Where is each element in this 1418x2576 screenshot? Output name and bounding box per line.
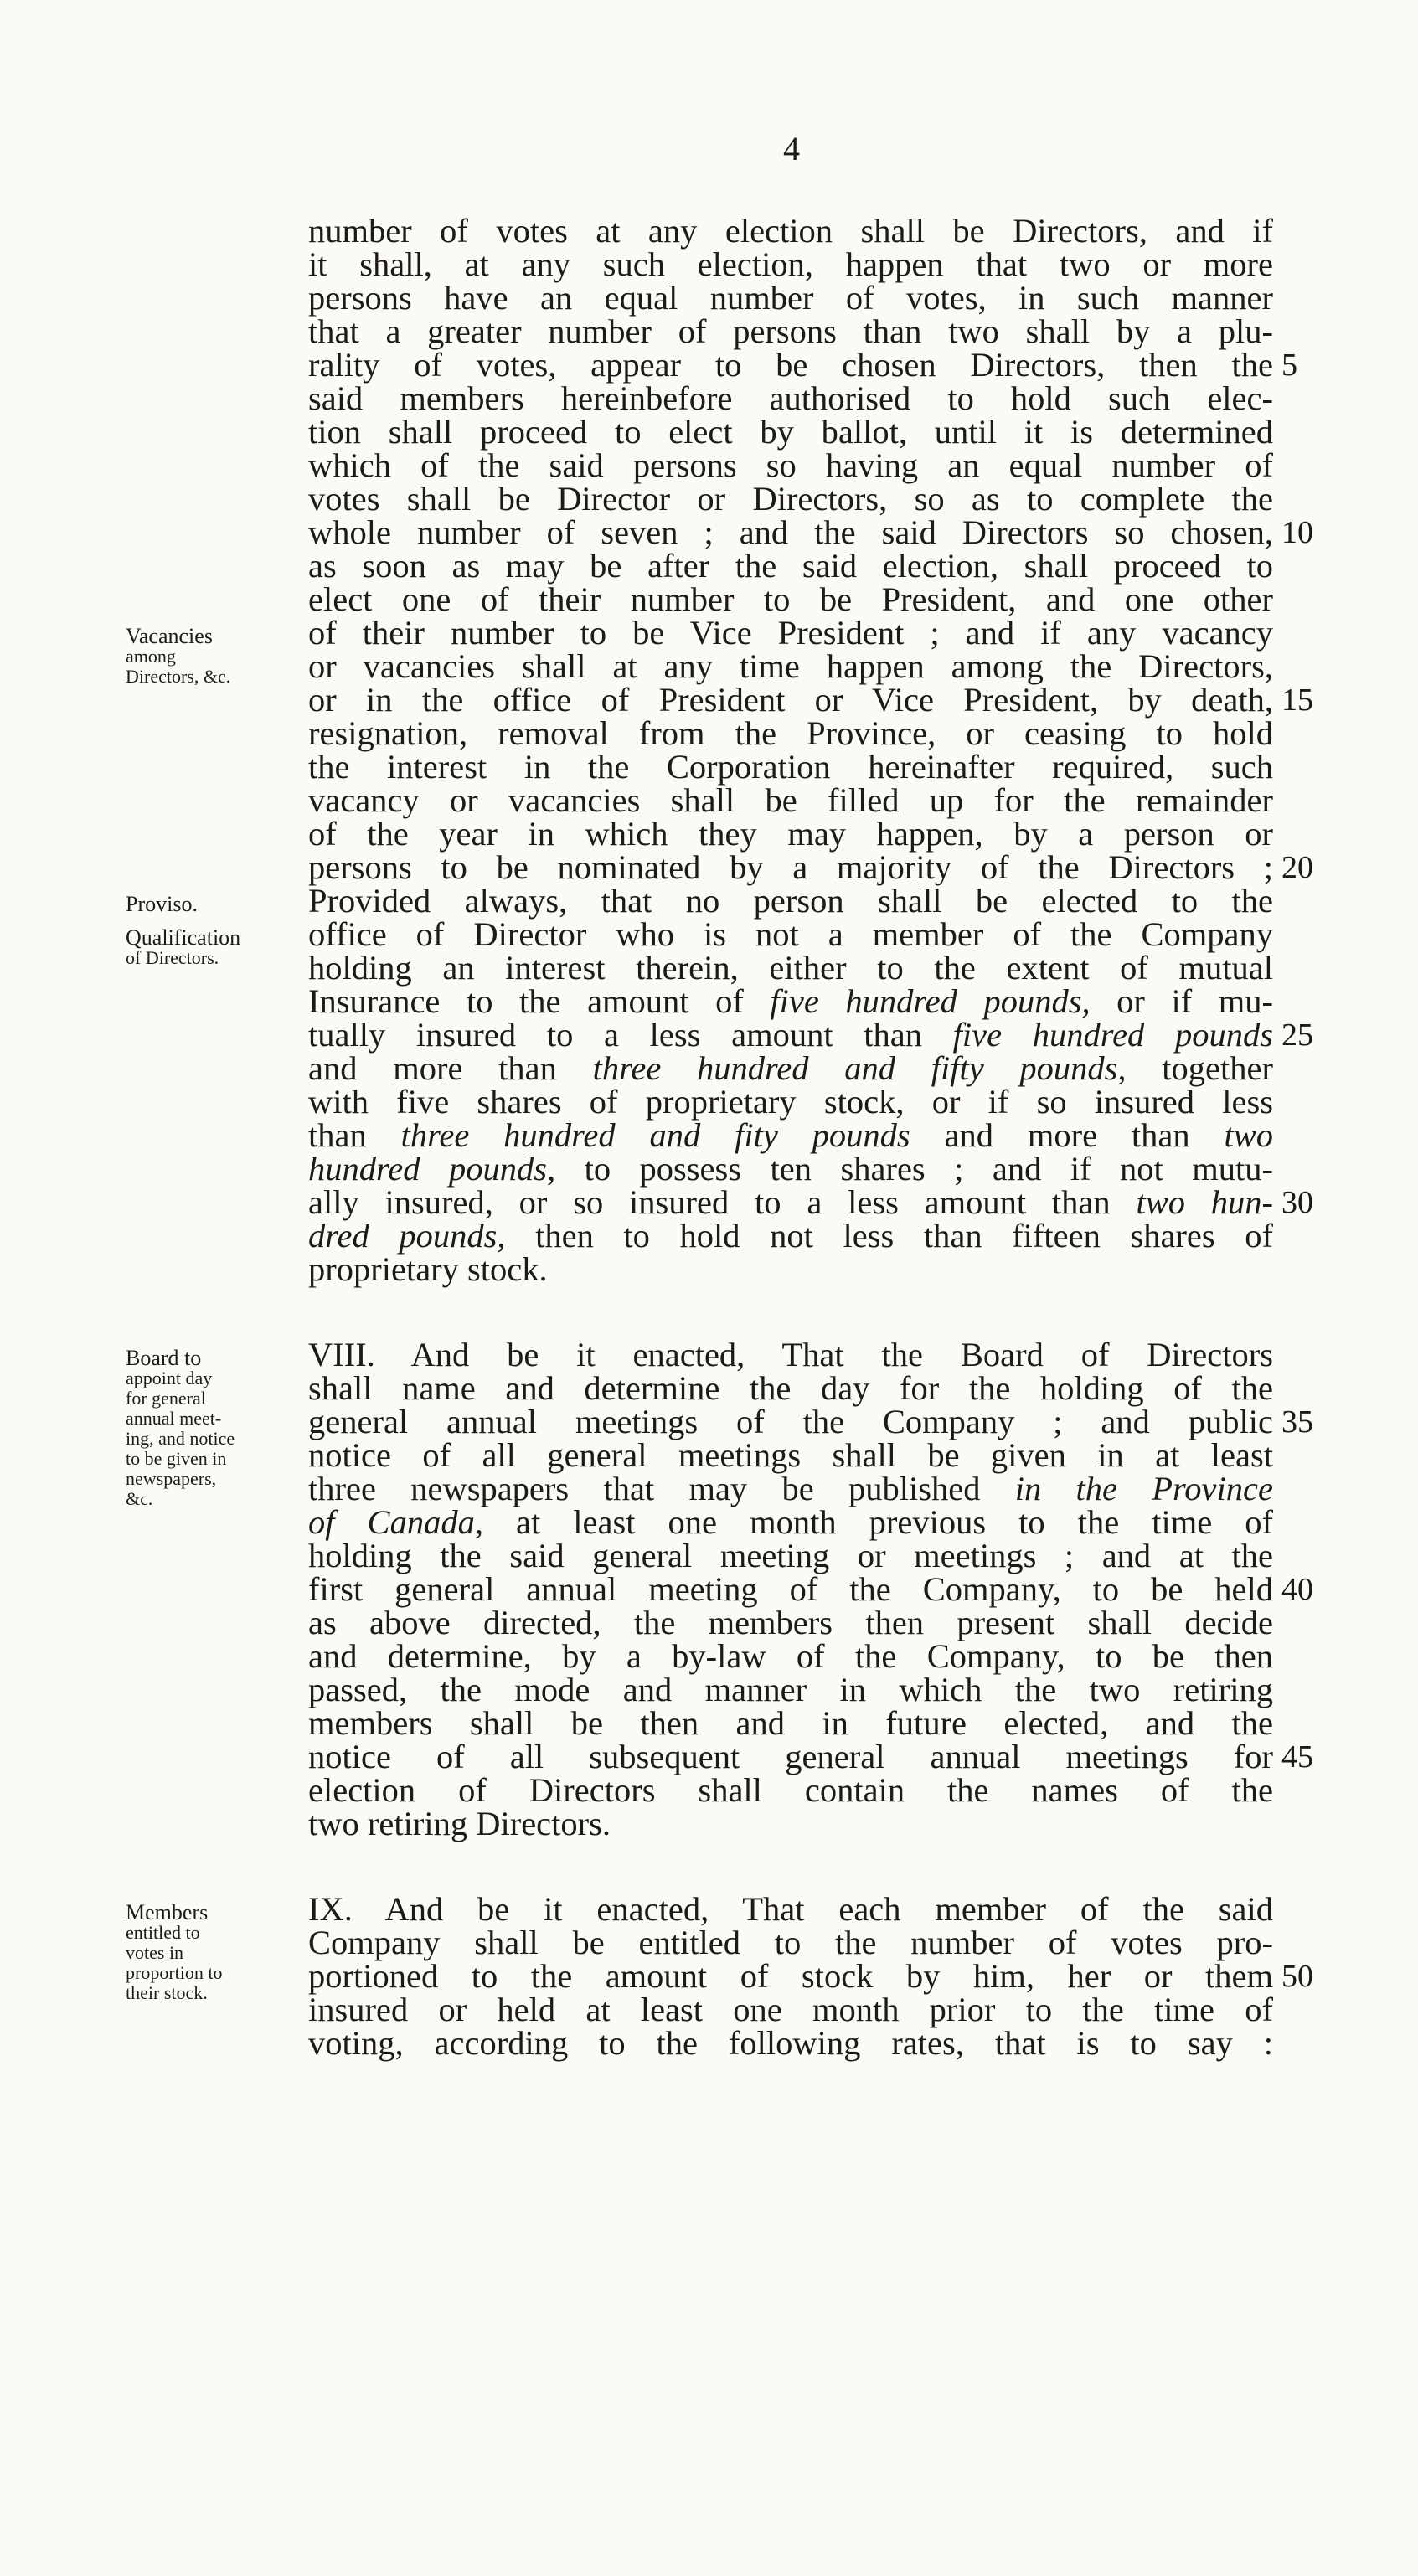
text-segment: passed, the mode and manner in which the two retiring [308, 1671, 1273, 1708]
text-segment: then to hold not less than fifteen shares of [505, 1217, 1274, 1255]
italic-text: three hundred and fifty pounds, [592, 1049, 1127, 1087]
margin-note [126, 1348, 235, 1509]
text-line [308, 1704, 1273, 1742]
text-line [308, 1219, 1273, 1253]
line-number: 45 [1281, 1739, 1313, 1775]
text-segment: Company shall be entitled to the number of votes pro- [308, 1924, 1273, 1961]
text-segment: whole number of seven ; and the said Directors so chosen, [308, 513, 1273, 551]
text-segment: holding an interest therein, either to the extent of mutual [308, 949, 1273, 987]
text-segment: holding the said general meeting or meetings ; and at the [308, 1537, 1273, 1574]
margin-note-line: Proviso. [126, 892, 198, 916]
text-line [308, 513, 1273, 551]
margin-note-line: Board to [126, 1346, 202, 1370]
line-number: 35 [1281, 1404, 1313, 1440]
margin-note-line: Vacancies [126, 624, 213, 648]
text-line [308, 848, 1273, 886]
italic-text: in the Province [1014, 1470, 1273, 1507]
margin-note-line: entitled to [126, 1922, 200, 1943]
text-line [308, 1116, 1273, 1154]
text-segment: it shall, at any such election, happen that two or more [308, 245, 1273, 283]
line-number: 5 [1281, 348, 1297, 383]
text-segment: as soon as may be after the said election, shall proceed to [308, 547, 1273, 585]
margin-note-line: Directors, &c. [126, 666, 231, 687]
text-line [308, 1807, 1273, 1841]
text-line [308, 1606, 1273, 1640]
text-line [308, 245, 1273, 283]
text-segment: proprietary stock. [308, 1250, 548, 1288]
italic-text: five hundred pounds [952, 1016, 1273, 1054]
text-line [308, 348, 1273, 382]
text-segment: shall name and determine the day for the holding of the [308, 1369, 1273, 1407]
italic-text: five hundred pounds, [770, 982, 1091, 1020]
text-line [308, 714, 1273, 752]
text-line [308, 415, 1273, 449]
text-segment: rality of votes, appear to be chosen Directors, then the [308, 346, 1273, 384]
text-line [308, 647, 1273, 685]
text-line [308, 1085, 1273, 1119]
text-segment: with five shares of proprietary stock, or if so insured less [308, 1083, 1273, 1121]
text-segment: or in the office of President or Vice President, by death, [308, 681, 1273, 719]
text-segment: than [308, 1116, 401, 1154]
text-line [308, 1436, 1273, 1474]
text-line [308, 1405, 1273, 1439]
text-segment: persons have an equal number of votes, in such manner [308, 279, 1273, 317]
text-segment: of their number to be Vice President ; and if any vacancy [308, 614, 1273, 652]
italic-text: of Canada, [308, 1503, 483, 1541]
margin-note-line: among [126, 646, 176, 667]
margin-note-line: proportion to [126, 1962, 223, 1983]
text-segment: or vacancies shall at any time happen among the Directors, [308, 647, 1273, 685]
text-line [308, 750, 1273, 784]
text-line [308, 683, 1273, 717]
page-number: 4 [783, 130, 800, 167]
text-segment: elect one of their number to be President, and one other [308, 580, 1273, 618]
text-segment: and determine, by a by-law of the Company, to be then [308, 1637, 1273, 1675]
text-segment: office of Director who is not a member of the Company [308, 915, 1273, 953]
text-segment: election of Directors shall contain the names of the [308, 1771, 1273, 1809]
line-number: 50 [1281, 1959, 1313, 1994]
text-segment: vacancy or vacancies shall be filled up for the remainder [308, 781, 1273, 819]
text-segment: VIII. And be it enacted, That the Board of Directors [308, 1336, 1273, 1373]
margin-note [126, 894, 198, 914]
text-line [308, 312, 1273, 350]
text-line [308, 616, 1273, 650]
text-segment: three newspapers that may be published [308, 1470, 1015, 1507]
margin-note-line: their stock. [126, 1982, 208, 2003]
italic-text: three hundred and fity pounds [400, 1116, 910, 1154]
text-line [308, 1570, 1273, 1608]
text-segment: or if mu- [1090, 982, 1274, 1020]
margin-note [126, 1900, 223, 2003]
margin-note-line: of Directors. [126, 947, 219, 968]
line-number: 10 [1281, 515, 1313, 550]
text-line [308, 1369, 1273, 1407]
text-segment: first general annual meeting of the Company, to be held [308, 1570, 1273, 1608]
text-segment: resignation, removal from the Province, or ceasing to hold [308, 714, 1273, 752]
line-number: 25 [1281, 1018, 1313, 1053]
text-segment: and more than [910, 1116, 1225, 1154]
text-line [308, 781, 1273, 819]
text-line [308, 951, 1273, 985]
text-line [308, 1152, 1273, 1186]
text-segment: said members hereinbefore authorised to hold such elec- [308, 379, 1273, 417]
text-segment: together [1126, 1049, 1273, 1087]
margin-note-line: Members [126, 1900, 209, 1924]
line-number: 30 [1281, 1185, 1313, 1220]
text-segment: Provided always, that no person shall be elected to the [308, 882, 1273, 920]
text-segment: as above directed, the members then present shall decide [308, 1604, 1273, 1641]
text-segment: portioned to the amount of stock by him, her or them [308, 1957, 1273, 1995]
italic-text: hundred pounds, [308, 1150, 556, 1188]
line-number: 20 [1281, 850, 1313, 885]
text-line [308, 1503, 1274, 1541]
margin-note-line: votes in [126, 1942, 184, 1963]
margin-note-line: for general [126, 1388, 206, 1409]
text-line [308, 1740, 1273, 1774]
text-line [308, 1890, 1273, 1928]
margin-note-line: appoint day [126, 1368, 213, 1388]
text-line [308, 1673, 1273, 1707]
text-segment: tion shall proceed to elect by ballot, until it is determined [308, 413, 1273, 451]
text-segment: notice of all subsequent general annual meetings for [308, 1738, 1273, 1775]
italic-text: dred pounds, [308, 1217, 506, 1255]
italic-text: two [1224, 1116, 1273, 1154]
text-segment: the interest in the Corporation hereinafter required, such [308, 748, 1273, 786]
margin-note [126, 626, 230, 687]
text-segment: to possess ten shares ; and if not mutu- [555, 1150, 1273, 1188]
text-segment: number of votes at any election shall be Directors, and if [308, 212, 1273, 250]
line-number: 40 [1281, 1572, 1313, 1607]
margin-note-line: ing, and notice [126, 1428, 235, 1449]
text-line [308, 915, 1273, 953]
text-line [308, 817, 1273, 851]
text-segment: of the year in which they may happen, by a person or [308, 815, 1273, 853]
text-segment: members shall be then and in future elected, and the [308, 1704, 1273, 1742]
text-line [308, 214, 1273, 248]
text-line [308, 580, 1273, 618]
text-line [308, 1049, 1273, 1087]
text-segment: ally insured, or so insured to a less amount than [308, 1183, 1137, 1221]
text-line [308, 379, 1273, 417]
text-line [308, 482, 1273, 516]
text-line [308, 982, 1274, 1020]
text-line [308, 549, 1273, 583]
text-line [308, 1771, 1273, 1809]
text-segment: that a greater number of persons than two shall by a plu- [308, 312, 1273, 350]
text-segment: and more than [308, 1049, 593, 1087]
text-segment: votes shall be Director or Directors, so as to complete the [308, 480, 1273, 518]
text-segment: voting, according to the following rates, that is to say : [308, 2024, 1273, 2062]
margin-note [126, 925, 241, 968]
text-line [308, 1250, 1273, 1288]
text-line [308, 2024, 1273, 2062]
text-line [308, 1926, 1273, 1960]
line-number: 15 [1281, 683, 1313, 718]
margin-note-line: annual meet- [126, 1408, 222, 1429]
text-line [308, 1539, 1273, 1573]
text-line [308, 446, 1273, 484]
text-line [308, 1018, 1273, 1052]
text-segment: persons to be nominated by a majority of the Directors ; [308, 848, 1273, 886]
text-segment: Insurance to the amount of [308, 982, 771, 1020]
margin-note-line: Qualification [126, 925, 241, 950]
text-line [308, 1338, 1273, 1372]
text-line [308, 884, 1273, 918]
text-segment: tually insured to a less amount than [308, 1016, 953, 1054]
text-line [308, 281, 1273, 315]
text-segment: two retiring Directors. [308, 1805, 611, 1842]
text-segment: at least one month previous to the time of [482, 1503, 1274, 1541]
text-segment: which of the said persons so having an equal number of [308, 446, 1273, 484]
text-line [308, 1472, 1273, 1506]
text-line [308, 1183, 1273, 1221]
text-line [308, 1957, 1273, 1995]
margin-note-line: &c. [126, 1488, 153, 1509]
text-line [308, 1993, 1273, 2027]
text-segment: IX. And be it enacted, That each member of the said [308, 1890, 1273, 1928]
italic-text: two hun- [1136, 1183, 1273, 1221]
text-line [308, 1637, 1273, 1675]
text-segment: general annual meetings of the Company ; and public [308, 1403, 1273, 1440]
margin-note-line: newspapers, [126, 1468, 217, 1489]
margin-note-line: to be given in [126, 1448, 227, 1469]
text-segment: insured or held at least one month prior to the time of [308, 1991, 1273, 2028]
text-segment: notice of all general meetings shall be given in at least [308, 1436, 1273, 1474]
